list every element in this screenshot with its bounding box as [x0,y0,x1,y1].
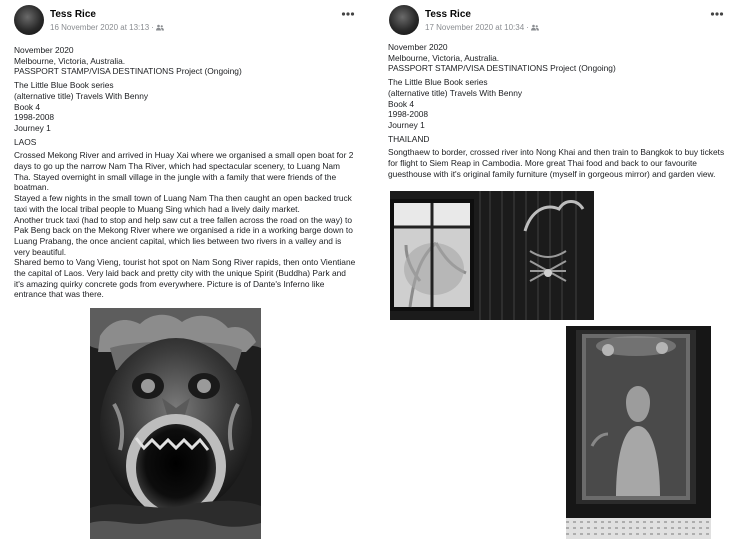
post-timestamp[interactable]: 16 November 2020 at 13:13 [50,23,150,32]
post-country: LAOS [14,136,37,147]
photo-stone-head[interactable] [90,308,261,539]
post-body: Crossed Mekong River and arrived in Huay Xai where we organised a small open boat for 2 days to go up the narrow Nam Tha River, which had spectacular scenery, to Luang Nam Tha. Stayed overnight in small village in the jungle with a family that were friends of the boatman. Stayed a few nights in the small town of Luang Nam Tha then caught an open backed truck taxi with the local tribal people to Muang Sing which had a lively daily market. Another truck taxi (had to stop and help saw cut a tree fallen across the road on the way) to Pak Beng back on the Mekong River where we organised a ride in a working barge down to Luang Prabang, the once ancient capital, which lies between two rivers in a valley and is very beautiful. Shared bemo to Vang Vieng, tourist hot spot on Nam Song River rapids, then onto Vientiane the capital of Laos. Very laid back and pretty city with the unique Spirit (Buddha) Park and it's amazing quirky concrete gods from everywhere. Picture is of Dante's Inferno like entrance that was there. [14,150,356,300]
post-timestamp[interactable]: 17 November 2020 at 10:34 [425,23,525,32]
friends-icon [156,24,164,31]
author-name[interactable]: Tess Rice [50,9,96,20]
post-body: Songthaew to border, crossed river into Nong Khai and then train to Bangkok to buy tickets for flight to Siem Reap in Cambodia. More great Thai food and back to our favourite guesthouse with it's original family furniture (myself in gorgeous mirror) and garden view. [388,147,725,179]
author-name[interactable]: Tess Rice [425,9,471,20]
post-series: The Little Blue Book series (alternative title) Travels With Benny Book 4 1998-2008 Journey 1 [388,77,523,130]
post-thailand [375,0,732,549]
avatar[interactable] [389,5,419,35]
friends-icon [531,24,539,31]
post-meta: 17 November 2020 at 10:34 · [425,23,539,32]
more-options-icon[interactable] [341,10,355,18]
post-series: The Little Blue Book series (alternative title) Travels With Benny Book 4 1998-2008 Journey 1 [14,80,149,133]
post-country: THAILAND [388,133,430,144]
post-text [14,45,358,300]
post-text [388,42,726,179]
post-intro: November 2020 Melbourne, Victoria, Australia. PASSPORT STAMP/VISA DESTINATIONS Project (Ongoing) [388,42,616,74]
avatar[interactable] [14,5,44,35]
post-meta: 16 November 2020 at 13:13 · [50,23,164,32]
more-options-icon[interactable] [710,10,724,18]
photo-mirror[interactable] [566,326,711,539]
photo-guesthouse-window[interactable] [390,191,594,320]
post-intro: November 2020 Melbourne, Victoria, Australia. PASSPORT STAMP/VISA DESTINATIONS Project (Ongoing) [14,45,242,77]
